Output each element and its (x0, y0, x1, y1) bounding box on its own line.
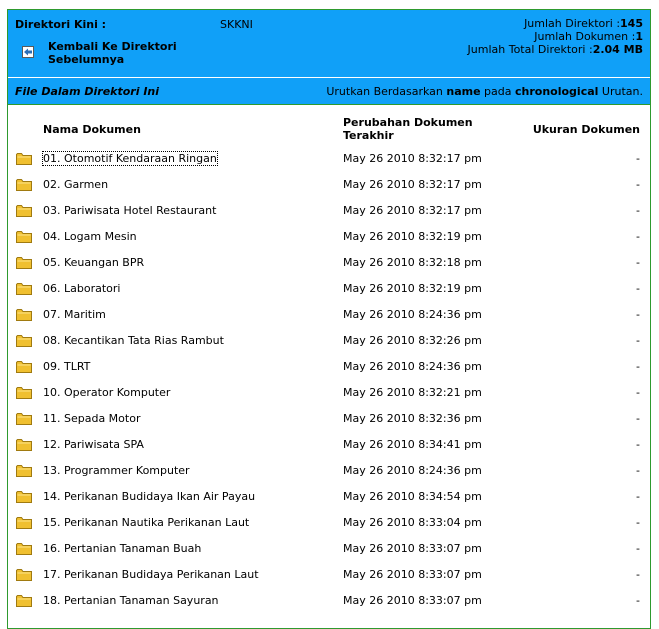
document-size: - (636, 594, 640, 607)
table-row[interactable] (8, 433, 650, 459)
document-size: - (636, 204, 640, 217)
document-size: - (636, 230, 640, 243)
document-modified-date: May 26 2010 8:24:36 pm (343, 360, 482, 373)
document-size: - (636, 490, 640, 503)
back-link-text (48, 40, 208, 66)
document-name-link[interactable]: 14. Perikanan Budidaya Ikan Air Payau (43, 490, 256, 503)
document-size: - (636, 542, 640, 555)
directory-stats (468, 17, 643, 56)
column-header-modified-line1: Perubahan Dokumen (343, 116, 473, 129)
document-name-link[interactable]: 01. Otomotif Kendaraan Ringan (43, 152, 217, 165)
files-section-title: File Dalam Direktori Ini (15, 85, 160, 98)
stat-dirs-label: Jumlah Direktori : (524, 17, 621, 30)
document-name-link[interactable]: 10. Operator Komputer (43, 386, 171, 399)
document-modified-date: May 26 2010 8:32:19 pm (343, 230, 482, 243)
table-row[interactable] (8, 251, 650, 277)
table-row[interactable] (8, 277, 650, 303)
table-row[interactable] (8, 381, 650, 407)
document-modified-date: May 26 2010 8:33:07 pm (343, 594, 482, 607)
document-size: - (636, 152, 640, 165)
column-header-name[interactable]: Nama Dokumen (43, 123, 141, 136)
table-row[interactable] (8, 173, 650, 199)
folder-icon[interactable] (16, 438, 32, 451)
back-link-line2: Sebelumnya (48, 53, 125, 66)
document-modified-date: May 26 2010 8:32:17 pm (343, 152, 482, 165)
current-directory-label: Direktori Kini : (15, 18, 107, 31)
document-size: - (636, 334, 640, 347)
document-modified-date: May 26 2010 8:34:41 pm (343, 438, 482, 451)
table-row[interactable] (8, 199, 650, 225)
document-size: - (636, 308, 640, 321)
document-size: - (636, 386, 640, 399)
document-modified-date: May 26 2010 8:32:36 pm (343, 412, 482, 425)
document-modified-date: May 26 2010 8:33:04 pm (343, 516, 482, 529)
folder-icon[interactable] (16, 256, 32, 269)
document-name-link[interactable]: 09. TLRT (43, 360, 91, 373)
folder-icon[interactable] (16, 490, 32, 503)
document-modified-date: May 26 2010 8:24:36 pm (343, 308, 482, 321)
document-name-link[interactable]: 12. Pariwisata SPA (43, 438, 144, 451)
document-modified-date: May 26 2010 8:32:17 pm (343, 178, 482, 191)
directory-header (8, 10, 650, 77)
table-row[interactable] (8, 511, 650, 537)
document-modified-date: May 26 2010 8:24:36 pm (343, 464, 482, 477)
folder-icon[interactable] (16, 542, 32, 555)
document-name-link[interactable]: 18. Pertanian Tanaman Sayuran (43, 594, 219, 607)
folder-icon[interactable] (16, 152, 32, 165)
document-name-link[interactable]: 05. Keuangan BPR (43, 256, 145, 269)
folder-icon[interactable] (16, 360, 32, 373)
folder-icon[interactable] (16, 230, 32, 243)
back-arrow-icon (22, 46, 34, 58)
folder-icon[interactable] (16, 464, 32, 477)
folder-icon[interactable] (16, 282, 32, 295)
sort-mid: pada (484, 85, 512, 98)
folder-icon[interactable] (16, 568, 32, 581)
document-name-link[interactable]: 11. Sepada Motor (43, 412, 141, 425)
stat-docs-value: 1 (635, 30, 643, 43)
table-row[interactable] (8, 407, 650, 433)
table-row[interactable] (8, 303, 650, 329)
files-subheader (8, 78, 650, 105)
document-size: - (636, 178, 640, 191)
document-modified-date: May 26 2010 8:32:19 pm (343, 282, 482, 295)
document-size: - (636, 256, 640, 269)
folder-icon[interactable] (16, 386, 32, 399)
table-row[interactable] (8, 537, 650, 563)
current-directory-name: SKKNI (220, 18, 253, 31)
document-size: - (636, 412, 640, 425)
sort-prefix: Urutkan Berdasarkan (326, 85, 443, 98)
table-row[interactable] (8, 589, 650, 615)
table-row[interactable] (8, 329, 650, 355)
table-row[interactable] (8, 355, 650, 381)
stat-total-value: 2.04 MB (592, 43, 643, 56)
folder-icon[interactable] (16, 334, 32, 347)
sort-description (326, 85, 643, 98)
table-row[interactable] (8, 147, 650, 173)
document-size: - (636, 464, 640, 477)
document-modified-date: May 26 2010 8:32:26 pm (343, 334, 482, 347)
sort-field[interactable]: name (446, 85, 481, 98)
column-header-modified[interactable] (343, 116, 473, 142)
document-name-link[interactable]: 04. Logam Mesin (43, 230, 137, 243)
back-to-previous-directory-link[interactable] (22, 40, 208, 66)
document-modified-date: May 26 2010 8:33:07 pm (343, 542, 482, 555)
document-size: - (636, 438, 640, 451)
column-header-modified-line2: Terakhir (343, 129, 394, 142)
stat-docs-label: Jumlah Dokumen : (534, 30, 636, 43)
folder-icon[interactable] (16, 204, 32, 217)
document-size: - (636, 282, 640, 295)
table-row[interactable] (8, 225, 650, 251)
table-row[interactable] (8, 485, 650, 511)
folder-icon[interactable] (16, 594, 32, 607)
document-name-link[interactable]: 08. Kecantikan Tata Rias Rambut (43, 334, 224, 347)
document-name-link[interactable]: 15. Perikanan Nautika Perikanan Laut (43, 516, 250, 529)
sort-suffix: Urutan. (601, 85, 643, 98)
document-name-link[interactable]: 07. Maritim (43, 308, 106, 321)
document-modified-date: May 26 2010 8:32:21 pm (343, 386, 482, 399)
document-modified-date: May 26 2010 8:32:18 pm (343, 256, 482, 269)
document-name-link[interactable]: 13. Programmer Komputer (43, 464, 190, 477)
stat-dirs-value: 145 (620, 17, 643, 30)
document-name-link[interactable]: 17. Perikanan Budidaya Perikanan Laut (43, 568, 259, 581)
document-name-link[interactable]: 06. Laboratori (43, 282, 121, 295)
table-row[interactable] (8, 459, 650, 485)
document-name-link[interactable]: 03. Pariwisata Hotel Restaurant (43, 204, 217, 217)
document-modified-date: May 26 2010 8:32:17 pm (343, 204, 482, 217)
folder-icon[interactable] (16, 412, 32, 425)
document-name-link[interactable]: 02. Garmen (43, 178, 109, 191)
sort-order[interactable]: chronological (515, 85, 599, 98)
document-size: - (636, 568, 640, 581)
document-size: - (636, 516, 640, 529)
document-modified-date: May 26 2010 8:33:07 pm (343, 568, 482, 581)
back-link-line1: Kembali Ke Direktori (48, 40, 177, 53)
folder-icon[interactable] (16, 178, 32, 191)
document-name-link[interactable]: 16. Pertanian Tanaman Buah (43, 542, 202, 555)
column-header-size[interactable]: Ukuran Dokumen (532, 123, 640, 136)
stat-total-label: Jumlah Total Direktori : (467, 43, 593, 56)
folder-icon[interactable] (16, 308, 32, 321)
file-browser-panel (7, 9, 651, 629)
table-row[interactable] (8, 563, 650, 589)
document-size: - (636, 360, 640, 373)
document-modified-date: May 26 2010 8:34:54 pm (343, 490, 482, 503)
folder-icon[interactable] (16, 516, 32, 529)
